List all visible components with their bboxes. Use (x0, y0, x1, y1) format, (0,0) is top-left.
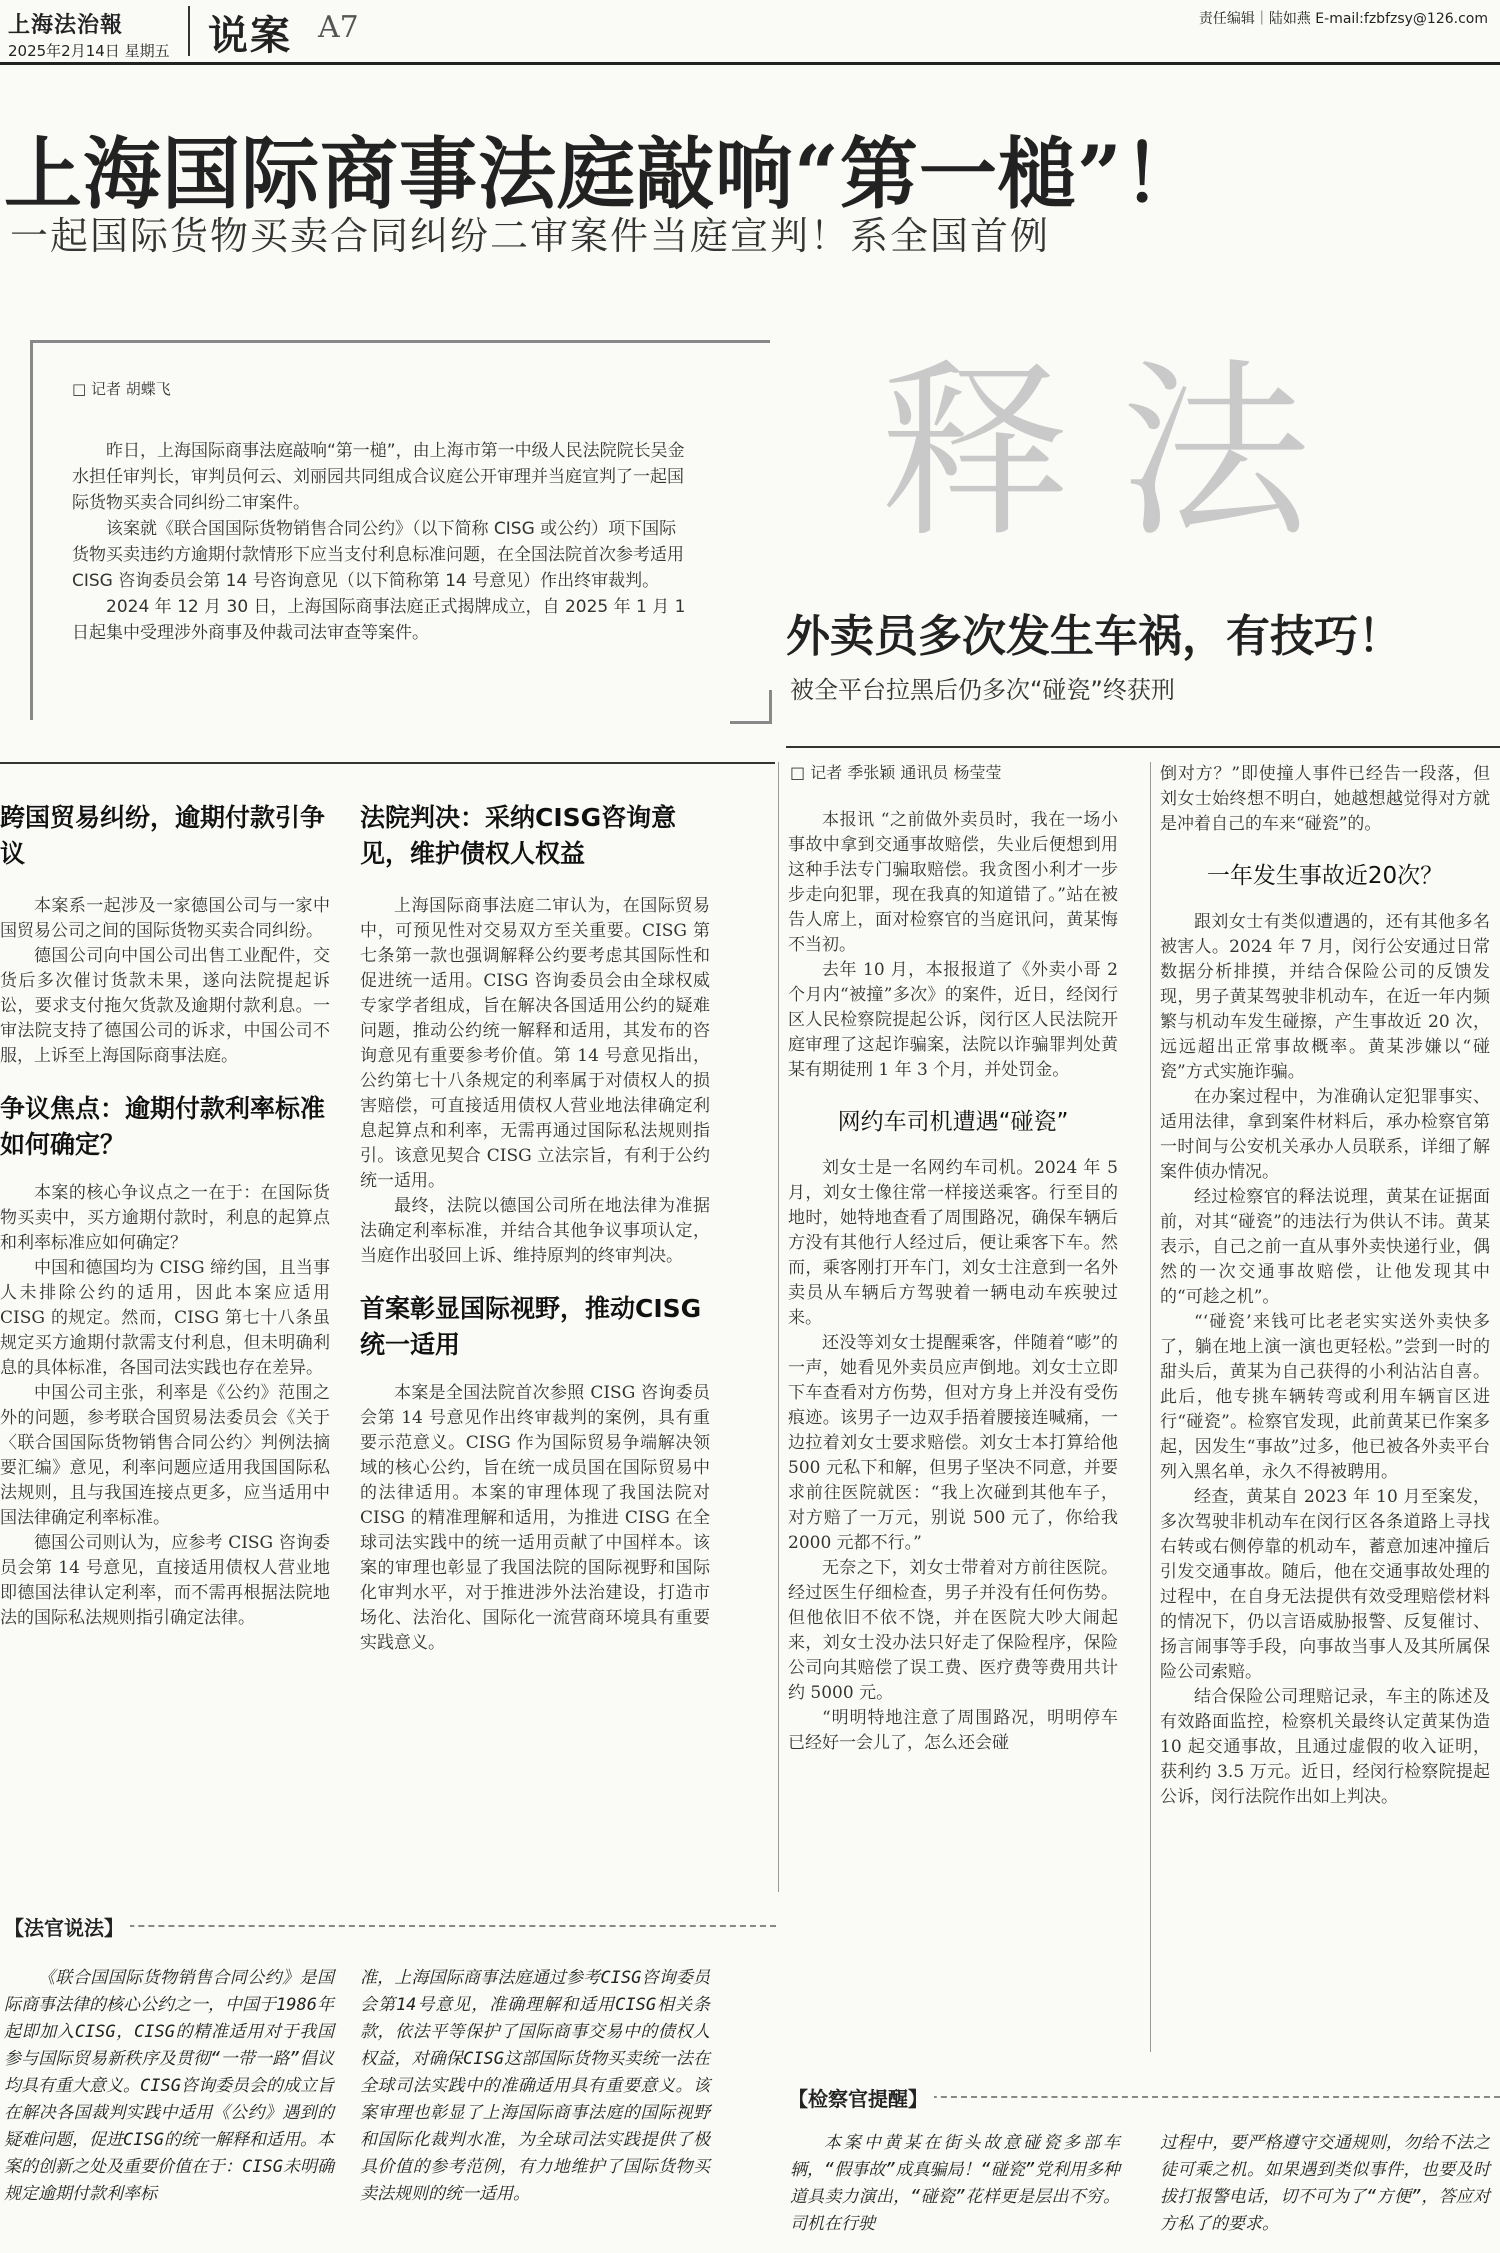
judge-note-text: 准，上海国际商事法庭通过参考CISG咨询委员会第14号意见，准确理解和适用CISG相关条款，依法平等保护了国际商事交易中的债权人权益，对确保CISG这部国际货物买卖统一法在全球司法实践中的准确适用具有重要意义。该案审理也彰显了上海国际商事法庭的国际视野和国际化裁判水准，为全球司法实践提供了极具价值的参考范例，有力地维护了国际货物买卖法规则的统一适用。 (360, 1968, 710, 2204)
body-paragraph: 跟刘女士有类似遭遇的，还有其他多名被害人。2024 年 7 月，闵行公安通过日常数据分析排摸，并结合保险公司的反馈发现，男子黄某驾驶非机动车，在近一年内频繁与机动车发生碰擦，产生事故近 20 次，远远超出正常事故概率。黄某涉嫌以“碰瓷”方式实施诈骗。 (1160, 912, 1490, 1082)
judge-note-text: 《联合国国际货物销售合同公约》是国际商事法律的核心公约之一，中国于1986年起即加入CISG，CISG的精准适用对于我国参与国际贸易新秩序及贯彻“一带一路”倡议均具有重大意义。CISG咨询委员会的成立旨在解决各国裁判实践中适用《公约》遇到的疑难问题，促进CISG的统一解释和适用。本案的创新之处及重要价值在于：CISG未明确规定逾期付款利率标 (4, 1968, 334, 2204)
issue-date: 2025年2月14日 星期五 (8, 42, 170, 60)
body-paragraph: 中国公司主张，利率是《公约》范围之外的问题，参考联合国贸易法委员会《关于〈联合国国际货物销售合同公约〉判例法摘要汇编》意见，利率问题应适用我国国际私法规则，且与我国连接点更多，应当适用中国法律确定利率标准。 (0, 1383, 330, 1528)
body-paragraph: “‘碰瓷’来钱可比老老实实送外卖快多了，躺在地上演一演也更轻松。”尝到一时的甜头后，黄某为自己获得的小利沾沾自喜。此后，他专挑车辆转弯或利用车辆盲区进行“碰瓷”。检察官发现，此前黄某已作案多起，因发生“事故”过多，他已被各外卖平台列入黑名单，永久不得被聘用。 (1160, 1312, 1490, 1482)
body-paragraph: 上海国际商事法庭二审认为，在国际贸易中，可预见性对交易双方至关重要。CISG 第七条第一款也强调解释公约要考虑其国际性和促进统一适用。CISG 咨询委员会由全球权威专家学者组成，旨在解决各国适用公约的疑难问题，推动公约统一解释和适用，其发布的咨询意见有重要参考价值。第 14 号意见指出，公约第七十八条规定的利率属于对债权人的损害赔偿，可直接适用债权人营业地法律确定利息起算点和利率，无需再通过国际私法规则指引。该意见契合 CISG 立法宗旨，有利于公约统一适用。 (360, 896, 710, 1191)
newspaper-logo: 上海法治報 (8, 12, 124, 38)
body-paragraph: 德国公司向中国公司出售工业配件，交货后多次催讨货款未果，遂向法院提起诉讼，要求支付拖欠货款及逾期付款利息。一审法院支持了德国公司的诉求，中国公司不服，上诉至上海国际商事法庭。 (0, 946, 330, 1066)
section-watermark: 释法 (880, 342, 1361, 563)
story2-column-1 (788, 808, 1118, 1756)
subheadline: 一起国际货物买卖合同纠纷二审案件当庭宣判！系全国首例 (10, 214, 1051, 258)
body-paragraph: 本案的核心争议点之一在于：在国际货物买卖中，买方逾期付款时，利息的起算点和利率标准应如何确定？ (0, 1183, 330, 1253)
story2-byline: □ 记者 季张颖 通讯员 杨莹莹 (790, 763, 1002, 782)
reminder-label: 【检察官提醒】 (788, 2083, 934, 2112)
body-paragraph: 在办案过程中，为准确认定犯罪事实、适用法律，拿到案件材料后，承办检察官第一时间与公安机关承办人员联系，详细了解案件侦办情况。 (1160, 1087, 1490, 1182)
body-paragraph: 经查，黄某自 2023 年 10 月至案发，多次驾驶非机动车在闵行区各条道路上寻找右转或右侧停靠的机动车，蓄意加速冲撞后引发交通事故。随后，他在交通事故处理的过程中，在自身无法提供有效受理赔偿材料的情况下，仍以言语威胁报警、反复催讨、扬言闹事等手段，向事故当事人及其所属保险公司索赔。 (1160, 1487, 1490, 1682)
judge-note-left (4, 1965, 334, 2208)
story2-title: 外卖员多次发生车祸，有技巧！ (786, 611, 1402, 662)
reminder-left (790, 2130, 1120, 2238)
article-column-1 (0, 800, 330, 1631)
body-paragraph: 结合保险公司理赔记录，车主的陈述及有效路面监控，检察机关最终认定黄某伪造 10 起交通事故，且通过虚假的收入证明，获利约 3.5 万元。近日，经闵行检察院提起公诉，闵行法院作出如上判决。 (1160, 1687, 1490, 1807)
intro-box-corner (730, 690, 772, 724)
masthead-divider (188, 6, 190, 56)
section-heading: 首案彰显国际视野，推动CISG统一适用 (360, 1294, 702, 1359)
intro-paragraph: 昨日，上海国际商事法庭敲响“第一槌”，由上海市第一中级人民法院院长吴金水担任审判长，审判员何云、刘丽园共同组成合议庭公开审理并当庭宣判了一起国际货物买卖合同纠纷二审案件。 (72, 441, 685, 513)
judge-note-label: 【法官说法】 (4, 1912, 130, 1941)
section-heading: 网约车司机遭遇“碰瓷” (837, 1109, 1069, 1135)
body-paragraph: 去年 10 月，本报报道了《外卖小哥 2 个月内“被撞”多次》的案件，近日，经闵行区人民检察院提起公诉，闵行区人民法院开庭审理了这起诈骗案，法院以诈骗罪判处黄某有期徒刑 1 年 3 个月，并处罚金。 (788, 960, 1118, 1080)
reminder-text: 过程中，要严格遵守交通规则，勿给不法之徒可乘之机。如果遇到类似事件，也要及时拔打报警电话，切不可为了“方便”，答应对方私了的要求。 (1160, 2133, 1490, 2234)
column-rule (0, 762, 775, 764)
section-name: 说案 (208, 13, 292, 59)
body-paragraph: 本案系一起涉及一家德国公司与一家中国贸易公司之间的国际货物买卖合同纠纷。 (0, 896, 330, 941)
section-heading: 跨国贸易纠纷，逾期付款引争议 (0, 803, 326, 868)
story2-subtitle: 被全平台拉黑后仍多次“碰瓷”终获刑 (790, 676, 1175, 704)
column-divider (778, 762, 779, 1892)
body-paragraph: 本案是全国法院首次参照 CISG 咨询委员会第 14 号意见作出终审裁判的案例，具有重要示范意义。CISG 作为国际贸易争端解决领域的核心公约，旨在统一成员国在国际贸易中的法律适用。本案的审理体现了我国法院对 CISG 的精准理解和适用，为推进 CISG 在全球司法实践中的统一适用贡献了中国样本。该案的审理也彰显了我国法院的国际视野和国际化审判水平，对于推进涉外法治建设，打造市场化、法治化、国际化一流营商环境具有重要实践意义。 (360, 1383, 710, 1653)
body-paragraph: 无奈之下，刘女士带着对方前往医院。经过医生仔细检查，男子并没有任何伤势。但他依旧不依不饶，并在医院大吵大闹起来，刘女士没办法只好走了保险程序，保险公司向其赔偿了误工费、医疗费等费用共计约 5000 元。 (788, 1558, 1118, 1703)
body-paragraph: 刘女士是一名网约车司机。2024 年 5 月，刘女士像往常一样接送乘客。行至目的地时，她特地查看了周围路况，确保车辆后方没有其他行人经过后，便让乘客下车。然而，乘客刚打开车门，刘女士注意到一名外卖员从车辆后方驾驶着一辆电动车疾驶过来。 (788, 1158, 1118, 1328)
top-rule (0, 62, 1500, 65)
body-paragraph: 经过检察官的释法说理，黄某在证据面前，对其“碰瓷”的违法行为供认不讳。黄某表示，自己之前一直从事外卖快递行业，偶然的一次交通事故赔偿，让他发现其中的“可趁之机”。 (1160, 1187, 1490, 1307)
judge-note-right (360, 1965, 710, 2208)
body-paragraph: 中国和德国均为 CISG 缔约国，且当事人未排除公约的适用，因此本案应适用 CISG 的规定。然而，CISG 第七十八条虽规定买方逾期付款需支付利息，但未明确利息的具体标准，各国司法实践也存在差异。 (0, 1258, 330, 1378)
reminder-text: 本案中黄某在街头故意碰瓷多部车辆，“假事故”成真骗局！“碰瓷”党利用多种道具卖力演出，“碰瓷”花样更是层出不穷。司机在行驶 (790, 2133, 1120, 2234)
story2-column-2 (1160, 762, 1490, 1810)
body-paragraph: 本报讯 “之前做外卖员时，我在一场小事故中拿到交通事故赔偿，失业后便想到用这种手法专门骗取赔偿。我贪图小利才一步步走向犯罪，现在我真的知道错了。”站在被告人席上，面对检察官的当庭讯问，黄某悔不当初。 (788, 810, 1118, 955)
body-paragraph: 德国公司则认为，应参考 CISG 咨询委员会第 14 号意见，直接适用债权人营业地即德国法律认定利率，而不需再根据法院地法的国际私法规则指引确定法律。 (0, 1533, 330, 1628)
column-rule (786, 746, 1500, 748)
editor-info: 责任编辑｜陆如燕 E-mail:fzbfzsy@126.com (1198, 11, 1488, 27)
section-heading: 争议焦点：逾期付款利率标准如何确定？ (0, 1094, 326, 1159)
section-heading: 一年发生事故近20次？ (1206, 863, 1444, 889)
headline: 上海国际商事法庭敲响“第一槌”！ (4, 129, 1202, 220)
body-paragraph: “明明特地注意了周围路况，明明停车已经好一会儿了，怎么还会碰 (788, 1708, 1118, 1753)
intro-paragraph: 该案就《联合国国际货物销售合同公约》（以下简称 CISG 或公约）项下国际货物买卖违约方逾期付款情形下应当支付利息标准问题，在全国法院首次参考适用 CISG 咨询委员会第 14 号咨询意见（以下简称第 14 号意见）作出终审裁判。 (72, 519, 684, 591)
body-paragraph: 倒对方？”即使撞人事件已经告一段落，但刘女士始终想不明白，她越想越觉得对方就是冲着自己的车来“碰瓷”的。 (1160, 764, 1490, 834)
body-paragraph: 还没等刘女士提醒乘客，伴随着“嘭”的一声，她看见外卖员应声倒地。刘女士立即下车查看对方伤势，但对方身上并没有受伤痕迹。该男子一边双手捂着腰接连喊痛，一边拉着刘女士要求赔偿。刘女士本打算给他 500 元私下和解，但男子坚决不同意，并要求前往医院就医：“我上次碰到其他车子，对方赔了一万元，别说 500 元了，你给我 2000 元都不行。” (788, 1333, 1118, 1553)
intro-paragraph: 2024 年 12 月 30 日，上海国际商事法庭正式揭牌成立，自 2025 年 1 月 1 日起集中受理涉外商事及仲裁司法审查等案件。 (72, 597, 686, 643)
reminder-right (1160, 2130, 1490, 2238)
body-paragraph: 最终，法院以德国公司所在地法律为准据法确定利率标准，并结合其他争议事项认定，当庭作出驳回上诉、维持原判的终审判决。 (360, 1196, 710, 1266)
page-number: A7 (318, 10, 359, 45)
article-column-2 (360, 800, 710, 1656)
column-divider (1150, 762, 1151, 2052)
intro-byline: □ 记者 胡蝶飞 (72, 380, 171, 398)
section-heading: 法院判决：采纳CISG咨询意见，维护债权人权益 (360, 803, 677, 868)
intro-body (72, 438, 692, 646)
